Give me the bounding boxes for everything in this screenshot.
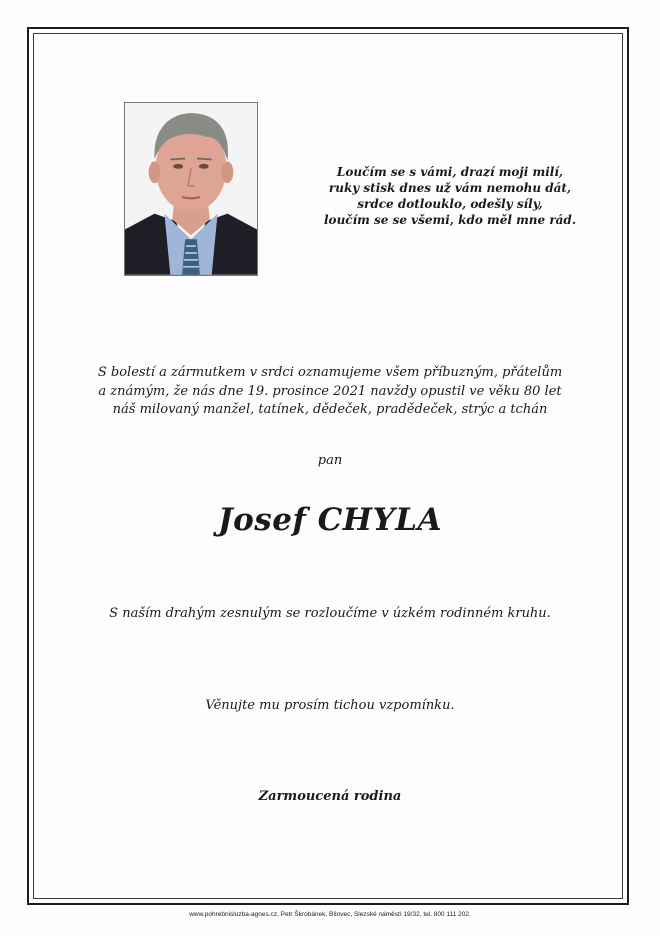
family-signature: Zarmoucená rodina [258, 789, 402, 804]
announcement-line: S bolestí a zármutkem v srdci oznamujeme všem příbuzným, přátelům [97, 365, 563, 380]
portrait-photo [124, 102, 258, 276]
deceased-name: Josef CHYLA [217, 502, 443, 538]
announcement-line: a známým, že nás dne 19. prosince 2021 navždy opustil ve věku 80 let [98, 383, 562, 399]
memorial-poem [300, 164, 600, 228]
farewell-note: S naším drahým zesnulým se rozloučíme v úzkém rodinném kruhu. [109, 606, 551, 621]
poem-line: ruky stisk dnes už vám nemohu dát, [328, 181, 572, 195]
memory-request: Věnujte mu prosím tichou vzpomínku. [205, 698, 455, 713]
poem-line: loučím se se všemi, kdo měl mne rád. [324, 213, 576, 227]
death-announcement [60, 364, 600, 420]
honorific: pan [317, 453, 343, 468]
poem-line: srdce dotlouklo, odešly síly, [357, 197, 543, 211]
poem-line: Loučím se s vámi, drazí moji milí, [336, 165, 564, 179]
funeral-service-footer: www.pohrebnisluzba-agnes.cz, Petr Škrobánek, Bílovec, Slezské náměstí 19/32, tel. 800 111 202. [189, 911, 471, 918]
announcement-line: náš milovaný manžel, tatínek, dědeček, pradědeček, strýc a tchán [112, 402, 548, 417]
